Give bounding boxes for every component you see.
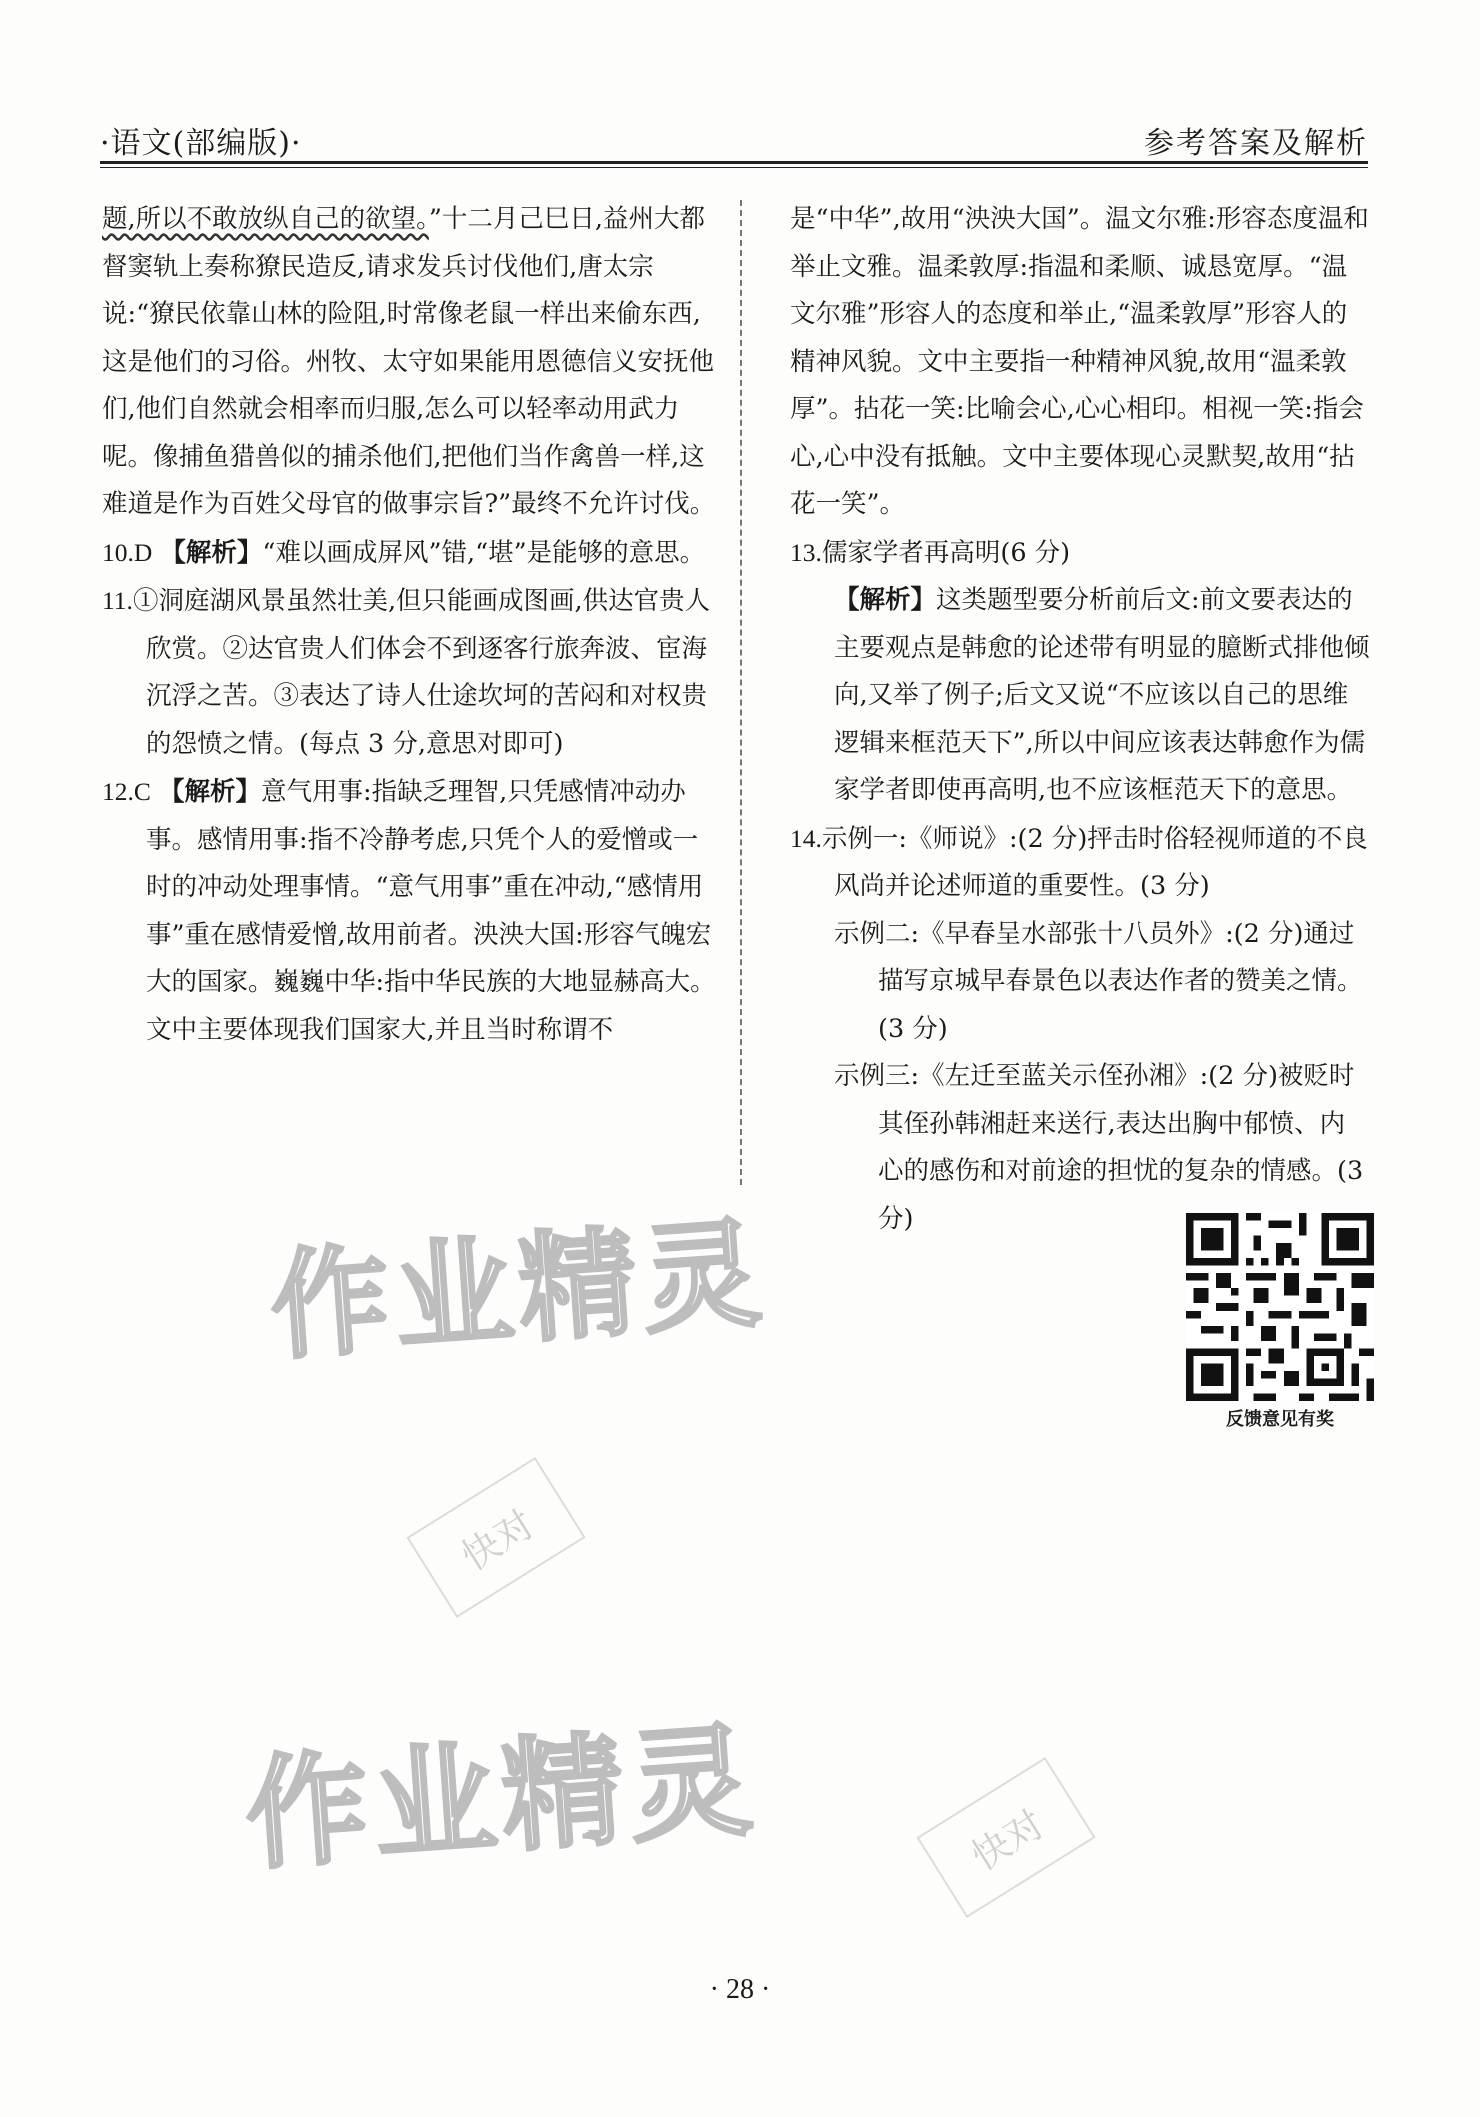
answer-14-example-1	[790, 815, 1370, 911]
question-number: 12.	[102, 777, 134, 806]
answer-text: 儒家学者再高明(6 分)	[821, 537, 1071, 568]
question-number: 11.	[102, 586, 133, 615]
answer-12-continued: 是“中华”,故用“泱泱大国”。温文尔雅:形容态度温和举止文雅。温柔敦厚:指温和柔顺、诚恳宽厚。“温文尔雅”形容人的态度和举止,“温柔敦厚”形容人的精神风貌。文中主要指一种精神风貌,故用“温柔敦厚”。拈花一笑:比喻会心,心心相印。相视一笑:指会心,心中没有抵触。文中主要体现心灵默契,故用“拈花一笑”。	[790, 204, 1369, 519]
right-column	[790, 196, 1370, 1243]
example-text: 示例一:《师说》:(2 分)抨击时俗轻视师道的不良风尚并论述师道的重要性。(3 分)	[821, 823, 1368, 901]
header-subject: ·语文(部编版)·	[100, 126, 302, 161]
answer-14-example-3: 示例三:《左迁至蓝关示侄孙湘》:(2 分)被贬时其侄孙韩湘赶来送行,表达出胸中郁愤、内心的感伤和对前途的担忧的复杂的情感。(3 分)	[834, 1061, 1364, 1234]
analysis-text: 这类题型要分析前后文:前文要表达的主要观点是韩愈的论述带有明显的臆断式排他倾向,又举了例子;后文又说“不应该以自己的思维逻辑来框范天下”,所以中间应该表达韩愈作为儒家学者即使再高明,也不应该框范天下的意思。	[834, 585, 1370, 805]
answer-choice: D	[133, 537, 153, 567]
analysis-tag: 【解析】	[834, 585, 937, 615]
feedback-qr-code[interactable]	[1186, 1213, 1374, 1401]
answer-text: 意气用事:指缺乏理智,只凭感情冲动办事。感情用事:指不冷静考虑,只凭个人的爱憎或一时的冲动处理事情。“意气用事”重在冲动,“感情用事”重在感情爱憎,故用前者。泱泱大国:形容气魄宏大的国家。巍巍中华:指中华民族的大地显赫高大。文中主要体现我们国家大,并且当时称谓不	[146, 777, 716, 1045]
page-number: · 28 ·	[709, 1974, 771, 2005]
answer-14-example-2: 示例二:《早春呈水部张十八员外》:(2 分)通过描写京城早春景色以表达作者的赞美之情。(3 分)	[834, 918, 1363, 1044]
column-divider	[740, 200, 742, 1185]
header-rule-thick	[100, 161, 1368, 164]
qr-caption: 反馈意见有奖	[1226, 1409, 1334, 1430]
watermark-logo: 作业精灵	[241, 1709, 763, 1887]
answer-13	[790, 529, 1370, 578]
watermark-logo: 作业精灵	[266, 1203, 771, 1377]
watermark-stamp: 快对	[406, 1457, 585, 1618]
header-section-title: 参考答案及解析	[1144, 126, 1368, 161]
translation-continuation	[102, 196, 722, 529]
question-number: 10.	[102, 537, 134, 567]
analysis-tag: 【解析】	[160, 537, 263, 568]
left-column	[102, 196, 722, 1054]
answer-10	[102, 529, 722, 578]
answer-13-analysis	[790, 577, 1370, 815]
answer-text: ①洞庭湖风景虽然壮美,但只能画成图画,供达官贵人欣赏。②达官贵人们体会不到逐客行旅奔波、宦海沉浮之苦。③表达了诗人仕途坎坷的苦闷和对权贵的怨愤之情。(每点 3 分,意思对即可)	[132, 586, 711, 759]
answer-text: “难以画成屏风”错,“堪”是能够的意思。	[262, 537, 706, 568]
question-number: 14.	[790, 823, 822, 853]
analysis-tag: 【解析】	[159, 777, 262, 807]
translation-text: ”十二月己巳日,益州大都督窦轨上奏称獠民造反,请求发兵讨伐他们,唐太宗说:“獠民依靠山林的险阻,时常像老鼠一样出来偷东西,这是他们的习俗。州牧、太守如果能用恩德信义安抚他们,他们自然就会相率而归服,怎么可以轻率动用武力呢。像捕鱼猎兽似的捕杀他们,把他们当作禽兽一样,这难道是作为百姓父母官的做事宗旨?”最终不允许讨伐。	[102, 204, 716, 519]
question-number: 13.	[790, 537, 822, 567]
wavy-underlined-text: 题,所以不敢放纵自己的欲望。	[102, 204, 429, 234]
answer-choice: C	[133, 777, 151, 806]
watermark-stamp: 快对	[916, 1757, 1095, 1918]
answer-12	[102, 768, 722, 1054]
answer-11	[102, 577, 722, 768]
header-rule-thin	[100, 167, 1368, 168]
